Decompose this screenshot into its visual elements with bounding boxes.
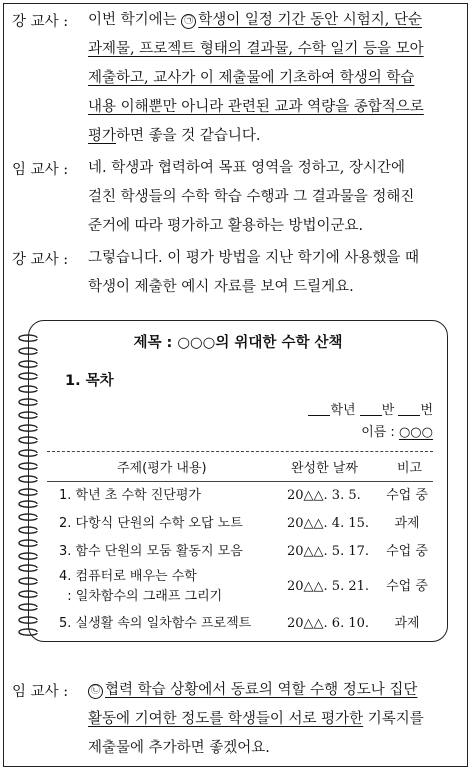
line-text: 하면 좋을 것 같습니다. [116,128,261,144]
row-topic: 5. 실생활 속의 일차함수 프로젝트 [59,616,252,631]
spiral-ring-icon [16,423,42,433]
underlined-text: 협력 학습 상황에서 동료의 역할 수행 정도나 집단 [105,682,418,698]
spiral-ring-icon [16,410,42,420]
table-row [29,567,447,607]
class-blank [360,403,382,416]
row-topic: 2. 다항식 단원의 수학 오답 노트 [59,516,243,531]
underlined-text: 내용 이해뿐만 아니라 관련된 교과 역량을 종합적으로 [88,99,424,115]
row-date: 20△△. 5. 17. [287,544,370,559]
spiral-ring-icon [16,371,42,381]
header-note: 비고 [397,461,423,476]
spiral-ring-icon [16,461,42,471]
speaker-label: 임 교사 : [12,162,69,178]
spiral-ring-icon [16,384,42,394]
spiral-ring-icon [16,551,42,561]
table-row [29,513,447,535]
spiral-ring-icon [16,589,42,599]
row-note: 수업 중 [386,579,428,594]
speaker-label: 임 교사 : [12,684,69,700]
number-label: 번 [420,403,433,418]
dialogue-line [88,39,424,59]
underlined-text: 제출하고, 교사가 이 제출물에 기초하여 학생의 학습 [88,70,415,86]
class-label: 반 [381,403,395,418]
table-row [29,485,447,507]
spiral-ring-icon [16,525,42,535]
spiral-ring-icon [16,512,42,522]
spiral-ring-icon [16,576,42,586]
dialogue-line [88,680,417,700]
spiral-ring-icon [16,448,42,458]
header-topic: 주제(평가 내용) [117,461,207,476]
table-top-divider [47,451,433,452]
grade-label: 학년 [330,403,356,418]
dialogue-line: 그렇습니다. 이 평가 방법을 지난 학기에 사용했을 때 [88,250,420,266]
line-text: 기록지를 [363,711,424,727]
speaker-label: 강 교사 : [12,14,69,30]
portfolio-notebook [28,320,448,642]
row-note: 과제 [394,616,420,631]
row-note: 수업 중 [386,488,428,503]
name-label: 이름 : [361,425,395,440]
row-date: 20△△. 3. 5. [287,488,361,503]
spiral-ring-icon [16,435,42,445]
notebook-title: 제목 : ○○○의 위대한 수학 산책 [133,335,343,351]
underlined-text: 활동에 기여한 정도를 학생들이 서로 평가한 [88,711,364,727]
row-topic: 3. 함수 단원의 모둠 활동지 모음 [59,544,243,559]
row-note: 수업 중 [386,544,428,559]
student-name-info [361,421,433,440]
spiral-ring-icon [16,538,42,548]
spiral-ring-icon [16,474,42,484]
row-date: 20△△. 5. 21. [287,579,370,594]
dialogue-line: 걸친 학생들의 수학 학습 수행과 그 결과물을 정해진 [88,189,415,205]
spiral-ring-icon [16,397,42,407]
circled-mark-a: ㉠ [181,14,196,29]
underlined-text: 과제물, 프로젝트 형태의 결과물, 수학 일기 등을 모아 [88,41,424,57]
dialogue-line: 학생이 제출한 예시 자료를 보여 드릴게요. [88,279,354,295]
row-topic-sub: : 일차함수의 그래프 그리기 [59,589,223,604]
spiral-ring-icon [16,487,42,497]
spiral-ring-icon [16,499,42,509]
spiral-ring-icon [16,563,42,573]
row-topic: 4. 컴퓨터로 배우는 수학 [59,569,197,584]
line-text: 이번 학기에는 [88,12,182,28]
table-row [29,541,447,563]
spiral-ring-icon [16,602,42,612]
underlined-text: 평가 [88,128,117,144]
number-blank [398,403,420,416]
toc-heading: 1. 목차 [65,373,114,389]
header-divider [47,481,433,482]
dialogue-line [88,68,414,88]
row-topic: 1. 학년 초 수학 진단평가 [59,488,201,503]
spiral-ring-icon [16,615,42,625]
spiral-ring-icon [16,346,42,356]
spiral-ring-icon [16,333,42,343]
dialogue-line [88,10,422,30]
dialogue-line [88,709,424,729]
header-date: 완성한 날짜 [291,461,358,476]
underlined-text: 학생이 일정 기간 동안 시험지, 단순 [198,12,423,28]
circled-mark-b: ㉡ [88,684,103,699]
dialogue-line [88,97,424,117]
row-note: 과제 [394,516,420,531]
name-value: ○○○ [398,425,433,440]
dialogue-line: 네. 학생과 협력하여 목표 영역을 정하고, 장시간에 [88,160,406,176]
spiral-ring-icon [16,359,42,369]
row-date: 20△△. 4. 15. [287,516,370,531]
dialogue-line: 준거에 따라 평가하고 활용하는 방법이군요. [88,218,364,234]
grade-blank [308,403,330,416]
speaker-label: 강 교사 : [12,252,69,268]
dialogue-line: 제출물에 추가하면 좋겠어요. [88,740,270,756]
dialogue-line [88,126,261,146]
student-class-info [308,399,433,418]
spiral-ring-icon [16,627,42,637]
table-row [29,613,447,635]
row-date: 20△△. 6. 10. [287,616,370,631]
